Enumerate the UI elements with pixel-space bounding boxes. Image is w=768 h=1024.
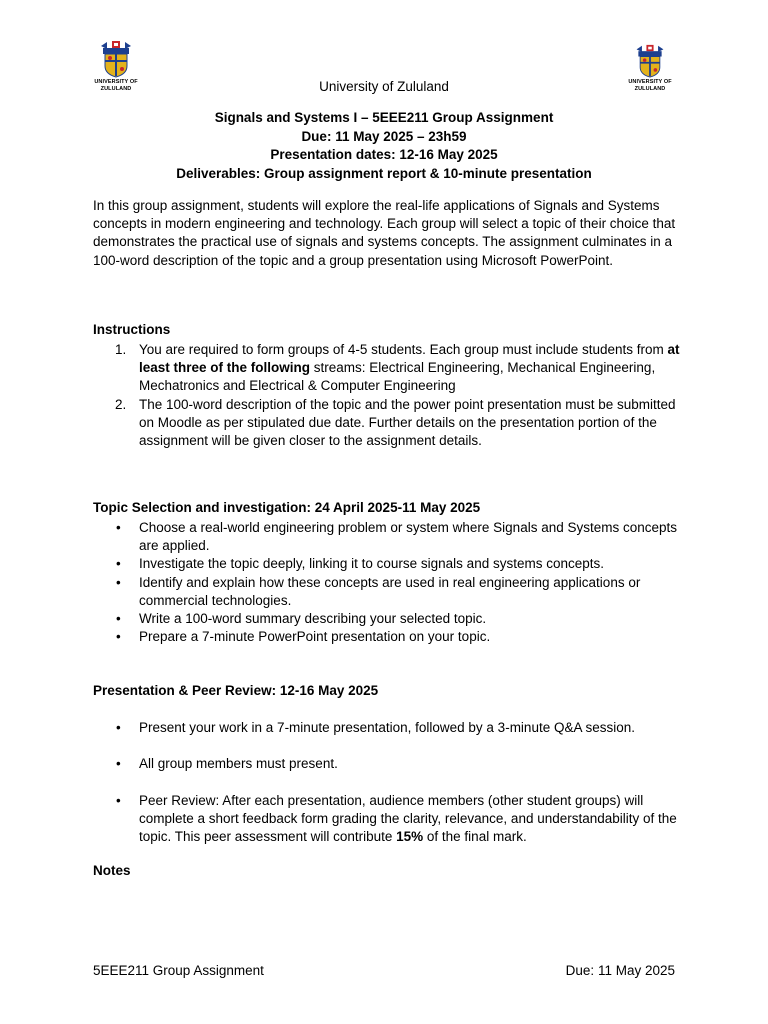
presentation-item-2 [93,755,683,773]
topic-list-container [93,519,683,646]
list-item [93,610,683,628]
bullet-icon: • [116,556,121,572]
topic-list [93,519,683,646]
crest-icon [633,44,667,78]
item-text: of the final mark. [423,829,527,845]
item-text: The 100-word description of the topic and the power point presentation must be submitted on Moodle as per stipulated due date. Further details on the presentation portion of the assignment will be given closer to the assignment details. [139,396,676,449]
item-bold-text: 15% [396,829,424,845]
deliverables: Deliverables: Group assignment report & 10-minute presentation [176,165,592,181]
bullet-icon: • [116,793,121,808]
item-text: Identify and explain how these concepts are used in real engineering applications or commercial technologies. [139,574,641,608]
list-item [93,574,683,610]
intro-paragraph: In this group assignment, students will explore the real-life applications of Signals and Systems concepts in modern engineering and technology. Each group will select a topic of their choice that demonstrates the practical use of signals and systems concepts. The assignment culminates in a 100-word description of the topic and a group presentation using Microsoft PowerPoint. [93,198,676,268]
list-item [93,396,683,451]
logo-line-2: ZULULAND [634,85,666,92]
bullet-icon: • [116,574,121,590]
item-text: All group members must present. [139,756,338,771]
course-title: Signals and Systems I – 5EEE211 Group Assignment [214,110,554,125]
bullet-icon: • [116,756,121,771]
item-text: Write a 100-word summary describing your selected topic. [139,611,487,627]
assignment-header [0,109,768,183]
list-item [93,519,683,555]
logo-line-1: UNIVERSITY OF [94,79,138,85]
presentation-heading: Presentation & Peer Review: 12-16 May 2025 [93,683,379,698]
instructions-list-container [93,341,683,450]
list-item [93,719,683,737]
item-text: Investigate the topic deeply, linking it to course signals and systems concepts. [139,556,604,572]
list-item [93,792,683,847]
presentation-dates: Presentation dates: 12-16 May 2025 [270,147,498,162]
item-text: Present your work in a 7-minute presentation, followed by a 3-minute Q&A session. [139,720,635,735]
instructions-heading: Instructions [93,322,171,337]
item-text: Choose a real-world engineering problem or system where Signals and Systems concepts are applied. [139,520,678,554]
university-name: University of Zululand [319,79,449,94]
notes-heading: Notes [93,863,131,878]
crest-icon [99,40,133,78]
list-item [93,755,683,773]
list-item [93,341,683,396]
item-text: Peer Review: After each presentation, audience members (other student groups) will complete a short feedback form grading the clarity, relevance, and understandability of the topic. This peer assessment will contribute [139,793,677,845]
presentation-item-1 [93,719,683,737]
item-bold-text: at least three of the following [139,342,680,376]
item-text: streams: Electrical Engineering, Mechanical Engineering, Mechatronics and Electrical & Computer Engineering [139,360,656,394]
bullet-icon: • [116,720,121,735]
due-date: Due: 11 May 2025 – 23h59 [301,128,467,144]
logo-line-2: ZULULAND [100,85,132,92]
topic-heading: Topic Selection and investigation: 24 April 2025-11 May 2025 [93,500,481,515]
instructions-list [93,341,683,450]
bullet-icon: • [116,611,121,627]
footer-left: 5EEE211 Group Assignment [93,963,264,978]
item-text: Prepare a 7-minute PowerPoint presentation on your topic. [139,629,491,645]
footer-right: Due: 11 May 2025 [565,963,675,978]
logo-line-1: UNIVERSITY OF [628,79,672,85]
item-number: 1. [115,342,127,357]
bullet-icon: • [116,629,121,645]
item-number: 2. [115,396,127,412]
item-text: You are required to form groups of 4-5 students. Each group must include students from [139,342,668,357]
list-item [93,628,683,646]
presentation-item-3 [93,792,683,847]
list-item [93,555,683,573]
bullet-icon: • [116,520,121,535]
